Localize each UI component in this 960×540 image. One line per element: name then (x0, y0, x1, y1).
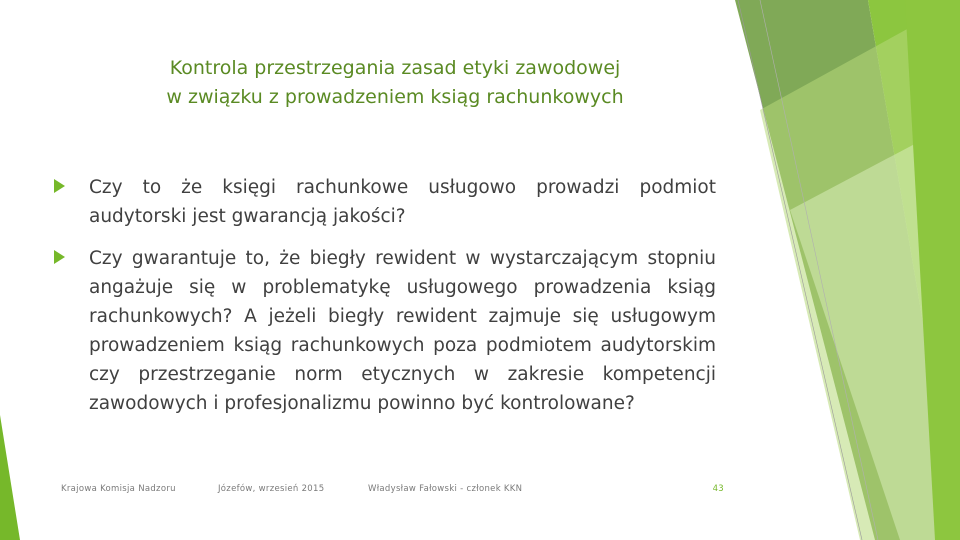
footer-organization: Krajowa Komisja Nadzoru (61, 484, 176, 494)
slide-number: 43 (712, 484, 724, 494)
footer-date-place: Józefów, wrzesień 2015 (218, 484, 325, 494)
bullet-item (54, 173, 716, 231)
triangle-bullet-icon (54, 179, 65, 193)
slide-title (95, 54, 695, 112)
bullet-list (54, 173, 716, 431)
footer-author: Władysław Fałowski - członek KKN (368, 484, 523, 494)
triangle-bullet-icon (54, 250, 65, 264)
bullet-item (54, 244, 716, 418)
bullet-text: Czy to że księgi rachunkowe usługowo prowadzi podmiot audytorski jest gwarancją jakości? (89, 177, 716, 227)
left-corner-shape (0, 415, 20, 540)
title-line-2: w związku z prowadzeniem ksiąg rachunkowych (166, 86, 624, 108)
title-line-1: Kontrola przestrzegania zasad etyki zawodowej (169, 57, 621, 79)
bullet-text: Czy gwarantuje to, że biegły rewident w wystarczającym stopniu angażuje się w problematykę usługowego prowadzenia ksiąg rachunkowych? A jeżeli biegły rewident zajmuje się usługowym prowadzeniem ksiąg rachunkowych poza podmiotem audytorskim czy przestrzeganie norm etycznych w zakresie kompetencji zawodowych i profesjonalizmu powinno być kontrolowane? (89, 248, 716, 414)
